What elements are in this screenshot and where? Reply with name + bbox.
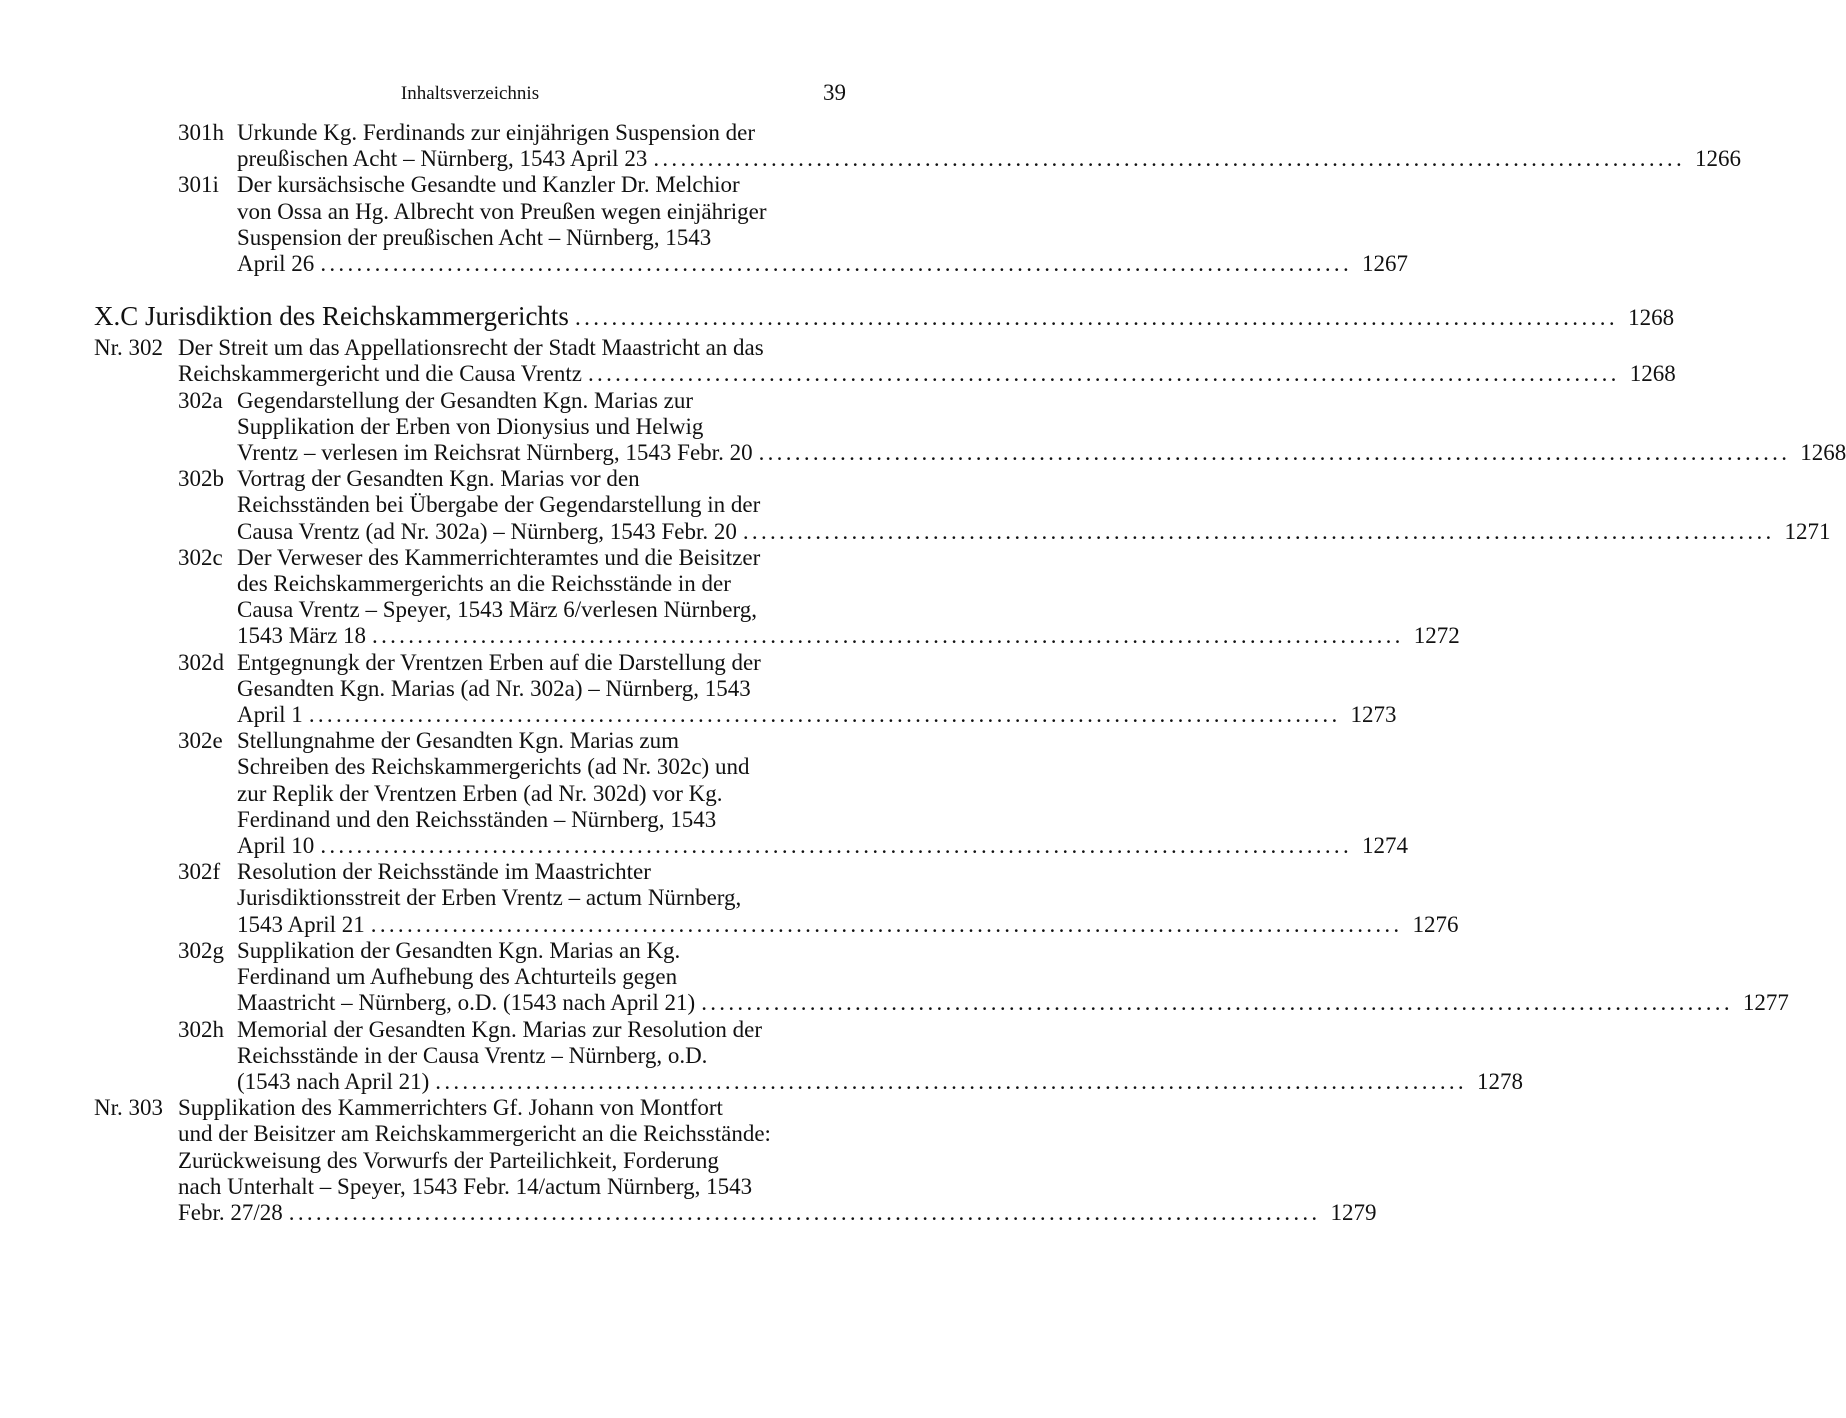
entry-title-line: von Ossa an Hg. Albrecht von Preußen wegen einjähriger [237, 198, 767, 224]
dot-leader: .................................................................................................................. [758, 440, 1791, 466]
entry-page: 1267 [1362, 251, 1409, 277]
toc-entry-nr302 [94, 335, 1676, 387]
toc-entry-302a [94, 387, 1846, 467]
entry-title-line: Causa Vrentz – Speyer, 1543 März 6/verlesen Nürnberg, [237, 597, 757, 623]
entry-title-line: Urkunde Kg. Ferdinands zur einjährigen Suspension der [237, 120, 756, 145]
dot-leader: .................................................................................................................. [742, 518, 1775, 544]
dot-leader: .................................................................................................................. [574, 305, 1619, 331]
dot-leader: .................................................................................................................. [653, 146, 1686, 172]
table-of-contents [94, 120, 1846, 1226]
entry-title-line: Ferdinand um Aufhebung des Achturteils gegen [237, 964, 678, 990]
entry-title-line: Der Verweser des Kammerrichteramtes und die Beisitzer [237, 544, 761, 570]
entry-title-line: Jurisdiktionsstreit der Erben Vrentz – actum Nürnberg, [237, 885, 742, 911]
entry-title-line: Supplikation des Kammerrichters Gf. Johann von Montfort [178, 1095, 723, 1121]
toc-entry-302e [94, 728, 1409, 859]
entry-number: 302h [178, 1016, 224, 1042]
dot-leader: .................................................................................................................. [372, 623, 1404, 649]
dot-leader: .................................................................................................................. [701, 990, 1733, 1016]
entry-number: 302e [178, 728, 223, 754]
dot-leader: .................................................................................................................. [308, 702, 1341, 728]
entry-title-line: Resolution der Reichsstände im Maastrichter [237, 859, 651, 885]
entry-title-line: nach Unterhalt – Speyer, 1543 Febr. 14/actum Nürnberg, 1543 [178, 1173, 753, 1199]
entry-page: 1268 [1800, 440, 1846, 466]
dot-leader: .................................................................................................................. [587, 361, 1620, 387]
entry-title-line: April 10 [237, 833, 315, 859]
running-title: Inhaltsverzeichnis [400, 83, 540, 104]
entry-title-line: Supplikation der Gesandten Kgn. Marias an Kg. [237, 937, 681, 963]
toc-entry-302f [94, 859, 1459, 938]
page-header [94, 80, 846, 110]
toc-entry-302h [94, 1016, 1523, 1096]
toc-entry-302c [94, 544, 1460, 650]
entry-title-line: Reichskammergericht und die Causa Vrentz [178, 361, 582, 387]
entry-number: 302f [178, 859, 221, 885]
entry-title-line: Causa Vrentz (ad Nr. 302a) – Nürnberg, 1543 Febr. 20 [237, 518, 737, 544]
dot-leader: .................................................................................................................. [320, 251, 1353, 277]
entry-page: 1273 [1350, 702, 1397, 728]
entry-title-line: Der Streit um das Appellationsrecht der Stadt Maastricht an das [178, 335, 764, 361]
dot-leader: .................................................................................................................. [288, 1199, 1321, 1225]
toc-entry-302d [94, 649, 1397, 729]
toc-entry-302b [94, 466, 1831, 545]
toc-entry-302g [94, 937, 1789, 1017]
entry-title-line: Der kursächsische Gesandte und Kanzler Dr. Melchior [237, 172, 740, 198]
entry-page: 1272 [1413, 623, 1460, 649]
entry-title-line: Gegendarstellung der Gesandten Kgn. Marias zur [237, 387, 694, 413]
entry-title-line: Reichsständen bei Übergabe der Gegendarstellung in der [237, 492, 761, 518]
entry-page: 1266 [1695, 146, 1742, 172]
entry-title-line: Supplikation der Erben von Dionysius und Helwig [237, 413, 704, 439]
entry-number: 302a [178, 387, 223, 413]
entry-title-line: April 1 [237, 702, 303, 728]
entry-page: 1276 [1412, 911, 1459, 937]
entry-number: Nr. 302 [94, 335, 163, 361]
entry-title-line: preußischen Acht – Nürnberg, 1543 April 23 [237, 146, 648, 172]
entry-page: 1277 [1742, 990, 1789, 1016]
entry-title-line: Vortrag der Gesandten Kgn. Marias vor den [237, 466, 640, 492]
entry-title-line: Maastricht – Nürnberg, o.D. (1543 nach April 21) [237, 990, 696, 1016]
entry-number: 301h [178, 120, 224, 145]
entry-title-line: Stellungnahme der Gesandten Kgn. Marias zum [237, 728, 679, 754]
entry-title-line: zur Replik der Vrentzen Erben (ad Nr. 302d) vor Kg. [237, 780, 723, 806]
entry-page: 1278 [1476, 1068, 1523, 1094]
entry-title-line: Reichsstände in der Causa Vrentz – Nürnberg, o.D. [237, 1042, 708, 1068]
toc-entry-301i [94, 172, 1409, 277]
entry-title-line: Gesandten Kgn. Marias (ad Nr. 302a) – Nürnberg, 1543 [237, 675, 751, 701]
entry-title-line: April 26 [237, 251, 315, 277]
entry-number: 302d [178, 649, 224, 675]
entry-title-line: Vrentz – verlesen im Reichsrat Nürnberg, 1543 Febr. 20 [237, 440, 753, 466]
entry-title-line: 1543 April 21 [237, 911, 365, 937]
entry-number: Nr. 303 [94, 1095, 163, 1121]
entry-number: 302c [178, 544, 223, 570]
entry-number: 301i [178, 172, 219, 198]
section-title: X.C Jurisdiktion des Reichskammergerichts [94, 301, 569, 332]
entry-title-line: Zurückweisung des Vorwurfs der Parteilichkeit, Forderung [178, 1147, 719, 1173]
toc-entry-301h [94, 120, 1742, 172]
entry-title-line: Schreiben des Reichskammergerichts (ad Nr. 302c) und [237, 754, 750, 780]
entry-title-line: Suspension der preußischen Acht – Nürnberg, 1543 [237, 224, 712, 250]
page-number: 39 [823, 80, 846, 105]
entry-page: 1274 [1362, 833, 1409, 859]
entry-page: 1268 [1629, 361, 1676, 387]
entry-title-line: Febr. 27/28 [178, 1199, 283, 1225]
entry-title-line: (1543 nach April 21) [237, 1068, 430, 1094]
dot-leader: .................................................................................................................. [320, 833, 1353, 859]
dot-leader: .................................................................................................................. [370, 911, 1403, 937]
toc-entry-nr303 [94, 1095, 1377, 1226]
entry-page: 1268 [1628, 305, 1675, 331]
toc-section-heading [94, 301, 1675, 333]
entry-number: 302b [178, 466, 224, 492]
entry-title-line: Ferdinand und den Reichsständen – Nürnberg, 1543 [237, 806, 717, 832]
entry-title-line: des Reichskammergerichts an die Reichsstände in der [237, 571, 731, 597]
entry-number: 302g [178, 937, 224, 963]
entry-title-line: Entgegnungk der Vrentzen Erben auf die Darstellung der [237, 649, 761, 675]
entry-title-line: und der Beisitzer am Reichskammergericht an die Reichsstände: [178, 1121, 771, 1147]
entry-title-line: 1543 März 18 [237, 623, 367, 649]
entry-title-line: Memorial der Gesandten Kgn. Marias zur Resolution der [237, 1016, 763, 1042]
entry-page: 1279 [1330, 1199, 1377, 1225]
entry-page: 1271 [1784, 518, 1831, 544]
dot-leader: .................................................................................................................. [435, 1068, 1467, 1094]
